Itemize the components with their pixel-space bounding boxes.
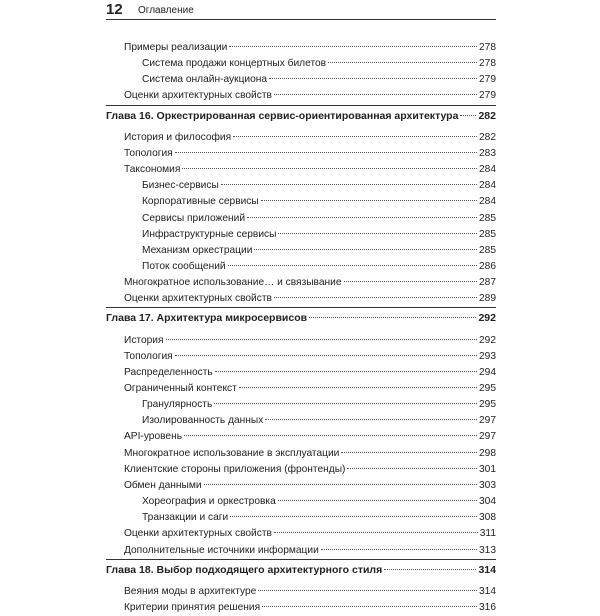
toc-entry-label: Клиентские стороны приложения (фронтенды) bbox=[124, 463, 346, 475]
toc-entry-page: 297 bbox=[479, 415, 496, 427]
toc-entry-page: 285 bbox=[479, 244, 496, 256]
toc-entry-label: Изолированность данных bbox=[142, 415, 264, 427]
chapter-separator bbox=[106, 559, 496, 560]
toc-leader-dots bbox=[239, 387, 477, 388]
toc-leader-dots bbox=[321, 549, 477, 550]
toc-leader-dots bbox=[274, 94, 477, 95]
toc-entry-page: 284 bbox=[479, 196, 496, 208]
toc-entry[interactable] bbox=[142, 510, 496, 526]
toc-entry[interactable] bbox=[124, 381, 496, 397]
toc-entry[interactable] bbox=[142, 211, 496, 227]
toc-entry-label: Топология bbox=[124, 350, 173, 362]
toc-leader-dots bbox=[247, 217, 477, 218]
toc-leader-dots bbox=[265, 419, 477, 420]
running-title: Оглавление bbox=[138, 5, 194, 16]
toc-entry-label: Бизнес-сервисы bbox=[142, 180, 219, 192]
toc-entry-page: 279 bbox=[479, 74, 496, 86]
toc-entry-label: Оценки архитектурных свойств bbox=[124, 528, 272, 540]
toc-entry-label: Корпоративные сервисы bbox=[142, 196, 259, 208]
toc-leader-dots bbox=[254, 249, 477, 250]
toc-entry[interactable] bbox=[124, 429, 496, 445]
toc-chapter[interactable] bbox=[106, 108, 496, 124]
toc-entry[interactable] bbox=[142, 194, 496, 210]
toc-entry[interactable] bbox=[142, 259, 496, 275]
toc-leader-dots bbox=[328, 62, 477, 63]
toc-leader-dots bbox=[258, 590, 477, 591]
toc-entry-label: Глава 16. Оркестрированная сервис-ориентированная архитектура bbox=[106, 109, 459, 122]
page-header bbox=[106, 2, 496, 20]
toc-leader-dots bbox=[233, 136, 477, 137]
toc-leader-dots bbox=[269, 78, 477, 79]
toc-leader-dots bbox=[230, 516, 477, 517]
toc-entry[interactable] bbox=[124, 462, 496, 478]
toc-entry[interactable] bbox=[142, 243, 496, 259]
toc-entry-label: Примеры реализации bbox=[124, 42, 228, 53]
toc-entry-page: 298 bbox=[479, 447, 496, 459]
toc-leader-dots bbox=[384, 569, 476, 570]
toc-entry-label: История и философия bbox=[124, 131, 232, 143]
toc-entry-label: Гранулярность bbox=[142, 399, 213, 411]
toc-entry-page: 313 bbox=[479, 544, 496, 556]
toc-entry-page: 301 bbox=[479, 463, 496, 475]
toc-entry-label: Хореография и оркестровка bbox=[142, 496, 276, 508]
toc-entry[interactable] bbox=[142, 413, 496, 429]
toc-entry-label: Оценки архитектурных свойств bbox=[124, 293, 272, 305]
toc-entry[interactable] bbox=[124, 349, 496, 365]
toc-entry-label: Многократное использование… и связывание bbox=[124, 277, 342, 289]
toc-entry[interactable] bbox=[142, 227, 496, 243]
toc-entry[interactable] bbox=[124, 478, 496, 494]
toc-entry-label: API-уровень bbox=[124, 431, 183, 443]
toc-entry-page: 297 bbox=[479, 431, 496, 443]
toc-entry-label: Глава 18. Выбор подходящего архитектурного стиля bbox=[106, 563, 383, 576]
toc-entry-page: 278 bbox=[479, 58, 496, 70]
toc-leader-dots bbox=[215, 371, 477, 372]
toc-entry-page: 282 bbox=[478, 109, 496, 122]
toc-entry-page: 314 bbox=[478, 563, 496, 576]
toc-leader-dots bbox=[184, 435, 477, 436]
toc-entry-label: Распределенность bbox=[124, 366, 213, 378]
toc-entry-label: Система онлайн-аукциона bbox=[142, 74, 268, 86]
toc-leader-dots bbox=[229, 46, 477, 47]
toc-entry-label: Оценки архитектурных свойств bbox=[124, 90, 272, 102]
toc-leader-dots bbox=[460, 115, 476, 116]
toc-entry-page: 287 bbox=[479, 277, 496, 289]
chapter-separator bbox=[106, 307, 496, 308]
toc-entry[interactable] bbox=[124, 600, 496, 616]
toc-entry[interactable] bbox=[124, 88, 496, 104]
toc-entry-label: Дополнительные источники информации bbox=[124, 544, 319, 556]
toc-chapter[interactable] bbox=[106, 310, 496, 326]
toc-entry[interactable] bbox=[124, 446, 496, 462]
toc-leader-dots bbox=[204, 484, 477, 485]
toc-entry[interactable] bbox=[124, 333, 496, 349]
page-number: 12 bbox=[106, 1, 123, 18]
toc-entry-page: 316 bbox=[479, 601, 496, 613]
toc-entry-page: 285 bbox=[479, 212, 496, 224]
toc-entry-page: 289 bbox=[479, 293, 496, 305]
toc-leader-dots bbox=[261, 200, 477, 201]
toc-entry[interactable] bbox=[124, 543, 496, 559]
toc-entry-label: Поток сообщений bbox=[142, 260, 226, 272]
toc-entry-page: 284 bbox=[479, 164, 496, 176]
toc-entry-page: 282 bbox=[479, 131, 496, 143]
toc-leader-dots bbox=[262, 606, 477, 607]
toc-entry-label: Таксономия bbox=[124, 164, 181, 176]
toc-leader-dots bbox=[274, 297, 477, 298]
toc-entry[interactable] bbox=[124, 146, 496, 162]
toc-leader-dots bbox=[175, 152, 477, 153]
toc-entry-label: Многократное использование в эксплуатации bbox=[124, 447, 340, 459]
toc-entry-label: Сервисы приложений bbox=[142, 212, 246, 224]
toc-entry-page: 284 bbox=[479, 180, 496, 192]
toc-entry-label: Глава 17. Архитектура микросервисов bbox=[106, 312, 308, 325]
toc-entry-page: 303 bbox=[479, 479, 496, 491]
toc-entry-page: 314 bbox=[479, 585, 496, 597]
toc-chapter[interactable] bbox=[106, 562, 496, 578]
toc-entry[interactable] bbox=[142, 56, 496, 72]
toc-entry-label: Веяния моды в архитектуре bbox=[124, 585, 257, 597]
toc-entry[interactable] bbox=[124, 291, 496, 307]
toc-leader-dots bbox=[278, 233, 477, 234]
chapter-separator bbox=[106, 105, 496, 106]
toc-entry[interactable] bbox=[124, 584, 496, 600]
toc-entry[interactable] bbox=[142, 494, 496, 510]
toc-leader-dots bbox=[274, 532, 478, 533]
toc-entry-label: Инфраструктурные сервисы bbox=[142, 228, 277, 240]
toc-entry-page: 311 bbox=[479, 528, 496, 540]
toc-leader-dots bbox=[344, 281, 477, 282]
toc-entry-page: 285 bbox=[479, 228, 496, 240]
toc-entry-page: 279 bbox=[479, 90, 496, 102]
toc-leader-dots bbox=[214, 403, 477, 404]
toc-entry-label: Критерии принятия решения bbox=[124, 601, 261, 613]
toc-entry[interactable] bbox=[142, 72, 496, 88]
toc-entry-label: Ограниченный контекст bbox=[124, 383, 237, 394]
toc-entry-page: 304 bbox=[479, 496, 496, 508]
toc-entry-label: Механизм оркестрации bbox=[142, 244, 253, 256]
toc-entry-label: Обмен данными bbox=[124, 479, 202, 491]
toc-entry[interactable] bbox=[124, 40, 496, 56]
toc-entry[interactable] bbox=[124, 130, 496, 146]
toc-leader-dots bbox=[175, 355, 477, 356]
toc-entry-page: 292 bbox=[479, 334, 496, 346]
toc-entry-label: Топология bbox=[124, 147, 173, 159]
toc-entry-page: 292 bbox=[478, 312, 496, 325]
toc-leader-dots bbox=[309, 317, 476, 318]
toc-entry-page: 295 bbox=[479, 399, 496, 411]
toc-leader-dots bbox=[182, 168, 477, 169]
toc-entry-page: 278 bbox=[479, 42, 496, 53]
toc-entry-page: 283 bbox=[479, 147, 496, 159]
toc-entry-page: 308 bbox=[479, 512, 496, 524]
toc-entry[interactable] bbox=[124, 275, 496, 291]
toc-leader-dots bbox=[278, 500, 477, 501]
toc-entry[interactable] bbox=[142, 397, 496, 413]
toc-entry-label: Система продажи концертных билетов bbox=[142, 58, 327, 70]
toc-entry[interactable] bbox=[124, 526, 496, 542]
toc-entry-label: Транзакции и саги bbox=[142, 512, 229, 524]
toc-leader-dots bbox=[221, 184, 477, 185]
toc-entry-page: 295 bbox=[479, 383, 496, 394]
toc-leader-dots bbox=[228, 265, 477, 266]
toc-entry[interactable] bbox=[124, 162, 496, 178]
toc-leader-dots bbox=[166, 339, 477, 340]
toc-entry-page: 286 bbox=[479, 260, 496, 272]
toc-entry[interactable] bbox=[124, 365, 496, 381]
toc-entry-label: История bbox=[124, 334, 164, 346]
toc-leader-dots bbox=[347, 468, 477, 469]
toc-entry-page: 294 bbox=[479, 366, 496, 378]
toc-entry[interactable] bbox=[142, 178, 496, 194]
toc-leader-dots bbox=[341, 452, 477, 453]
toc-entry-page: 293 bbox=[479, 350, 496, 362]
